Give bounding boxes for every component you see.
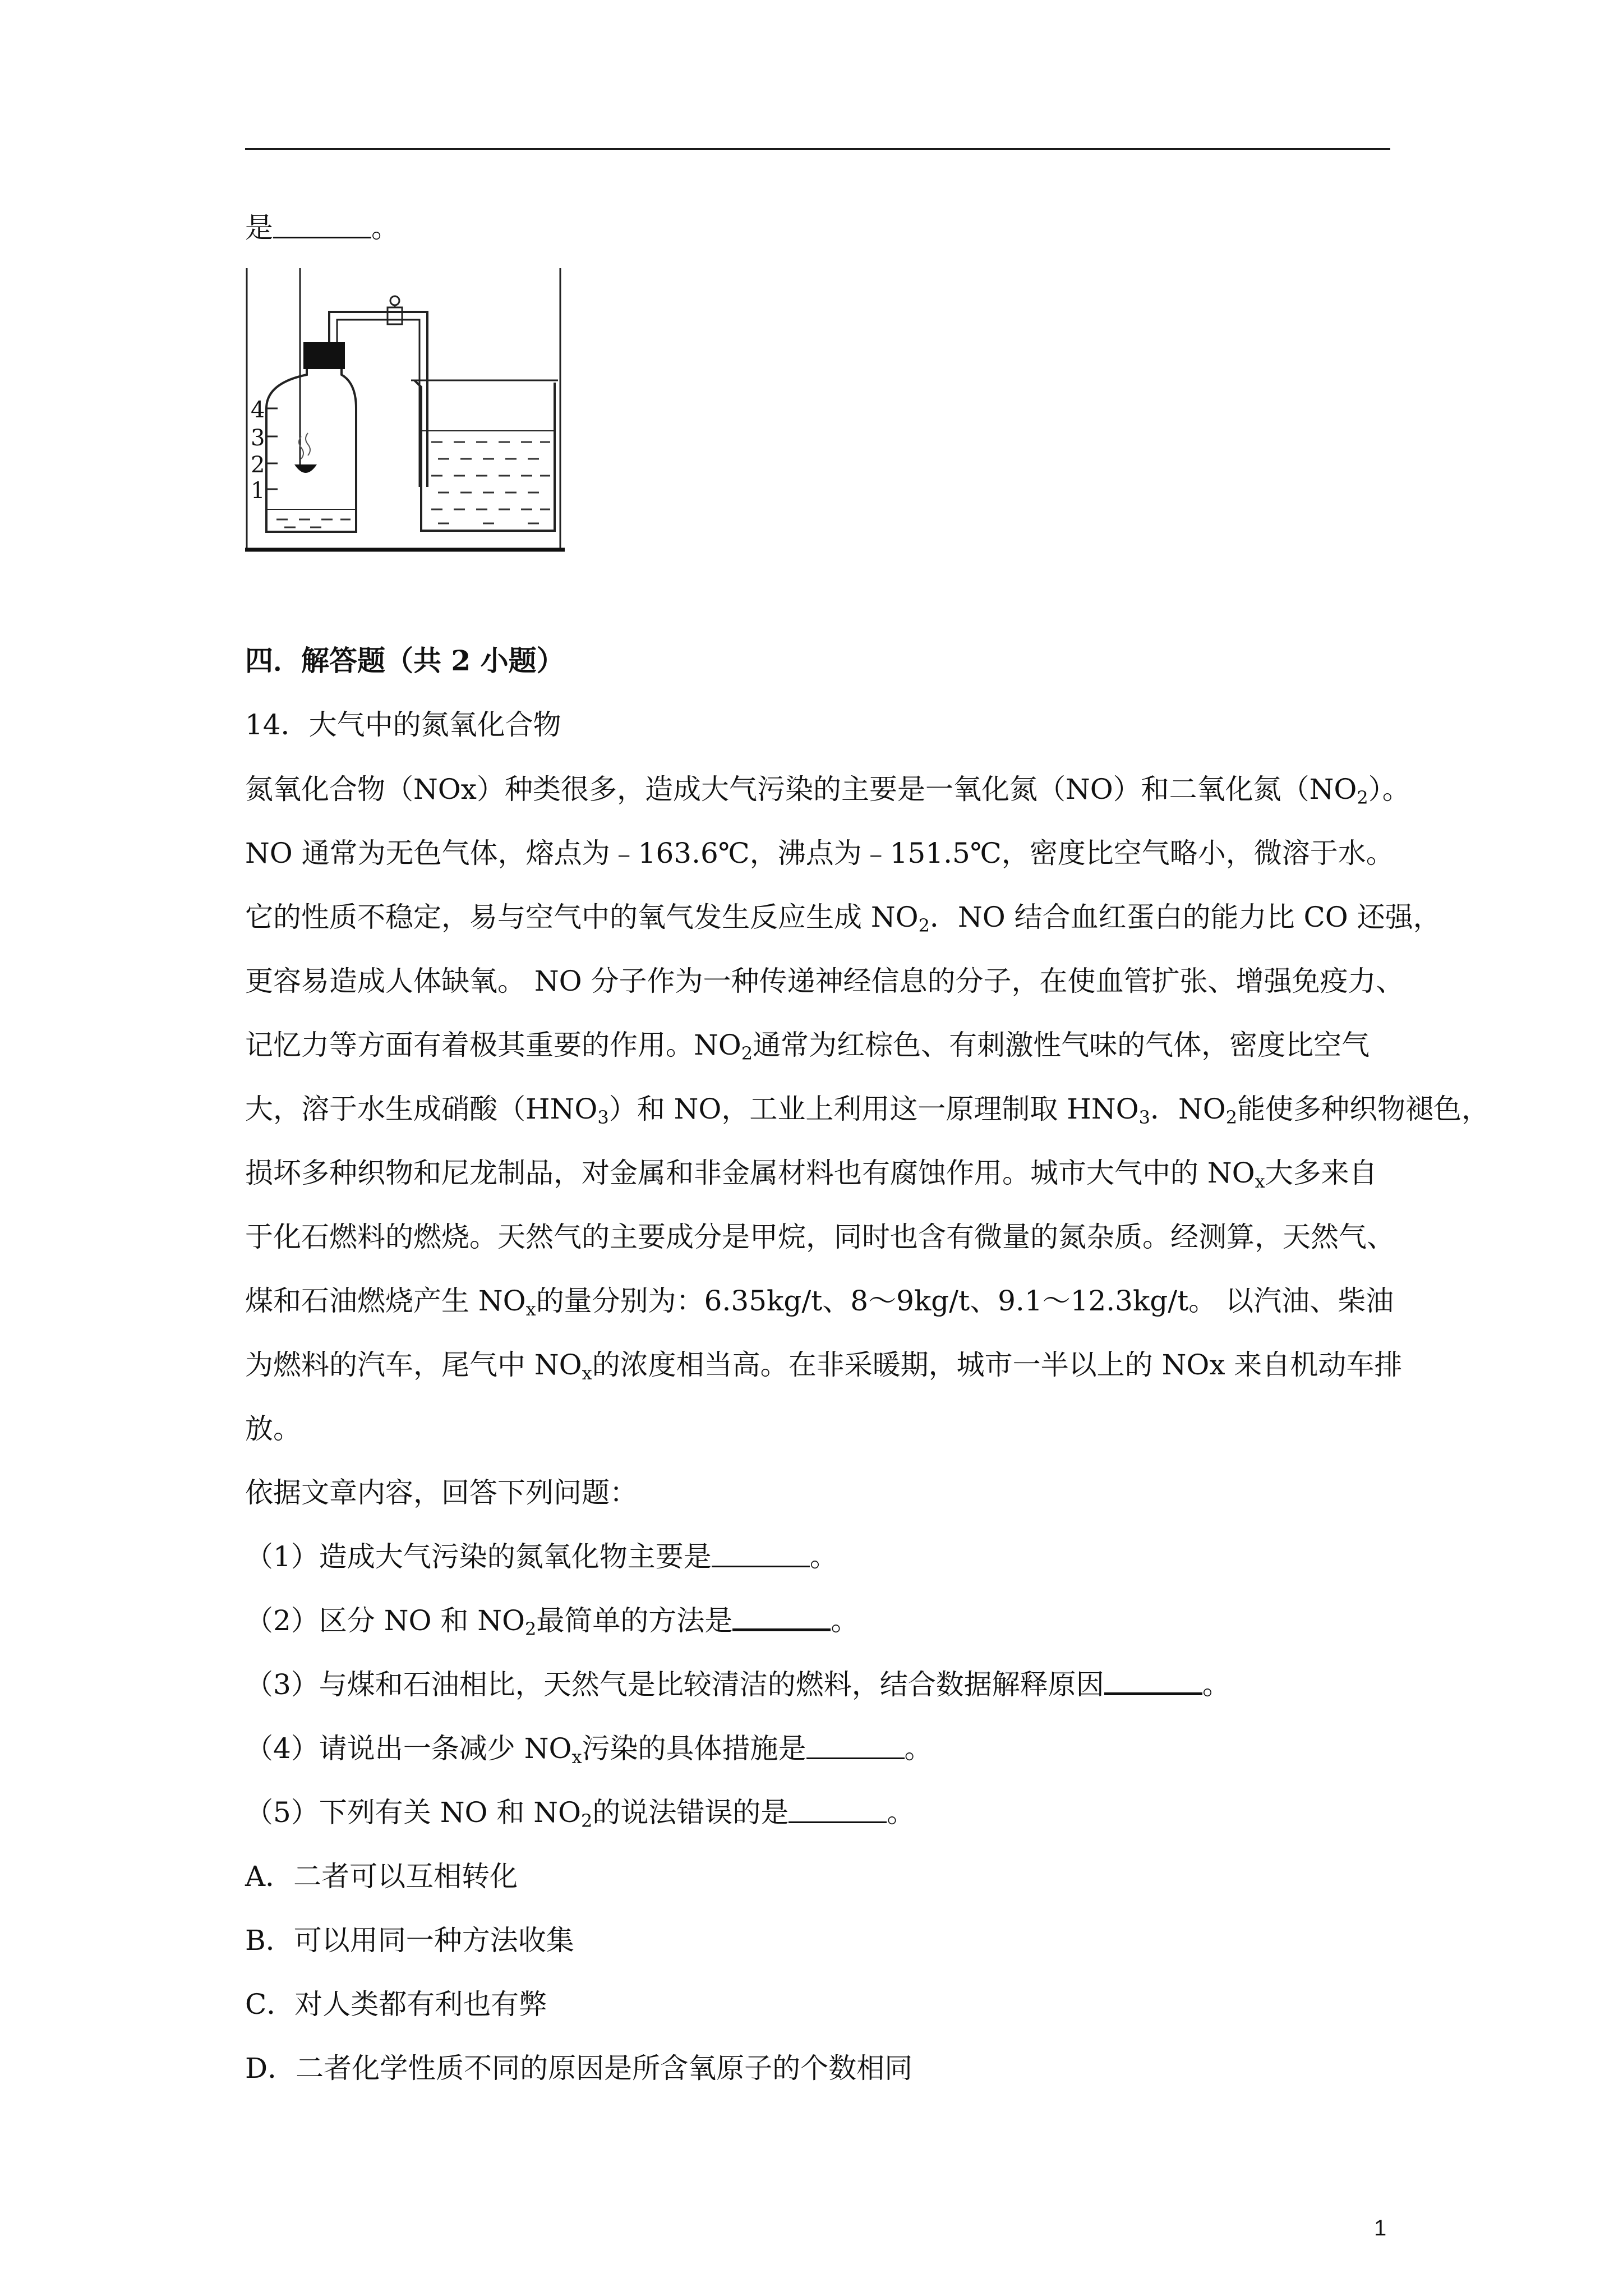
- answer-blank-4[interactable]: [806, 1735, 905, 1759]
- passage-line-3: 它的性质不稳定，易与空气中的氧气发生反应生成 $NO_2$．NO 结合血红蛋白的能力比 CO 还强，: [245, 901, 1441, 936]
- passage-line-7: 损坏多种织物和尼龙制品，对金属和非金属材料也有腐蚀作用。城市大气中的 $NO_x$大多来自: [245, 1157, 1377, 1192]
- scale-label-4: 4: [251, 397, 265, 423]
- scale-label-2: 2: [251, 452, 265, 478]
- section-heading: 四．解答题（共 2 小题）: [245, 644, 565, 677]
- intro-tail-line: 是 。: [245, 211, 399, 244]
- passage-line-5: 记忆力等方面有着极其重要的作用。$NO_2$通常为红棕色、有刺激性气味的气体，密度比空气: [245, 1029, 1370, 1064]
- sub-question-4: （4）请说出一条减少 $NO_x$污染的具体措施是 。: [245, 1732, 933, 1768]
- header-rule: [245, 148, 1390, 150]
- option-a[interactable]: A．二者可以互相转化: [245, 1860, 518, 1893]
- sub-question-5: （5）下列有关 NO 和 $NO_2$的说法错误的是 。: [245, 1796, 915, 1832]
- option-d[interactable]: D．二者化学性质不同的原因是所含氧原子的个数相同: [245, 2052, 913, 2085]
- passage-line-9: 煤和石油燃烧产生 $NO_x$的量分别为：6.35kg/t、8～9kg/t、9.1～12.3kg/t。 以汽油、柴油: [245, 1285, 1394, 1320]
- passage-line-6: 大，溶于水生成硝酸$(HNO_3)$和 NO，工业上利用这一原理制取 $HNO_3$．$NO_2$能使多种织物褪色，: [245, 1093, 1490, 1128]
- passage-line-10: 为燃料的汽车，尾气中 $NO_x$的浓度相当高。在非采暖期，城市一半以上的 NOx 来自机动车排: [245, 1349, 1403, 1384]
- apparatus-diagram: [245, 268, 565, 556]
- passage-line-1: 氮氧化合物（NOx）种类很多，造成大气污染的主要是一氧化氮（NO）和二氧化氮$(NO_2)$。: [245, 773, 1410, 808]
- passage-line-8: 于化石燃料的燃烧。天然气的主要成分是甲烷，同时也含有微量的氮杂质。经测算，天然气、: [245, 1221, 1395, 1253]
- sub-question-1: （1）造成大气污染的氮氧化物主要是 。: [245, 1540, 838, 1573]
- answer-blank[interactable]: [273, 214, 371, 238]
- passage-line-11: 放。: [245, 1412, 301, 1445]
- option-b[interactable]: B．可以用同一种方法收集: [245, 1924, 574, 1957]
- sub-question-2: （2）区分 NO 和 $NO_2$最简单的方法是 。: [245, 1604, 859, 1640]
- scale-label-3: 3: [251, 425, 265, 451]
- question-prompt: 依据文章内容，回答下列问题：: [245, 1476, 638, 1509]
- sub-question-3: （3）与煤和石油相比，天然气是比较清洁的燃料，结合数据解释原因 。: [245, 1668, 1230, 1701]
- answer-blank-1[interactable]: [712, 1543, 810, 1567]
- passage-line-4: 更容易造成人体缺氧。 NO 分子作为一种传递神经信息的分子，在使血管扩张、增强免疫力、: [245, 965, 1404, 997]
- apparatus-figure: [245, 268, 565, 556]
- passage-line-2: NO 通常为无色气体，熔点为﹣163.6℃，沸点为﹣151.5℃，密度比空气略小，微溶于水。: [245, 837, 1394, 869]
- answer-blank-5[interactable]: [789, 1799, 887, 1823]
- question-title: 14．大气中的氮氧化合物: [245, 708, 561, 741]
- option-c[interactable]: C．对人类都有利也有弊: [245, 1988, 547, 2021]
- answer-blank-2[interactable]: [732, 1606, 831, 1631]
- page-number: 1: [1374, 2216, 1387, 2240]
- answer-blank-3[interactable]: [1104, 1670, 1202, 1695]
- scale-label-1: 1: [251, 478, 265, 504]
